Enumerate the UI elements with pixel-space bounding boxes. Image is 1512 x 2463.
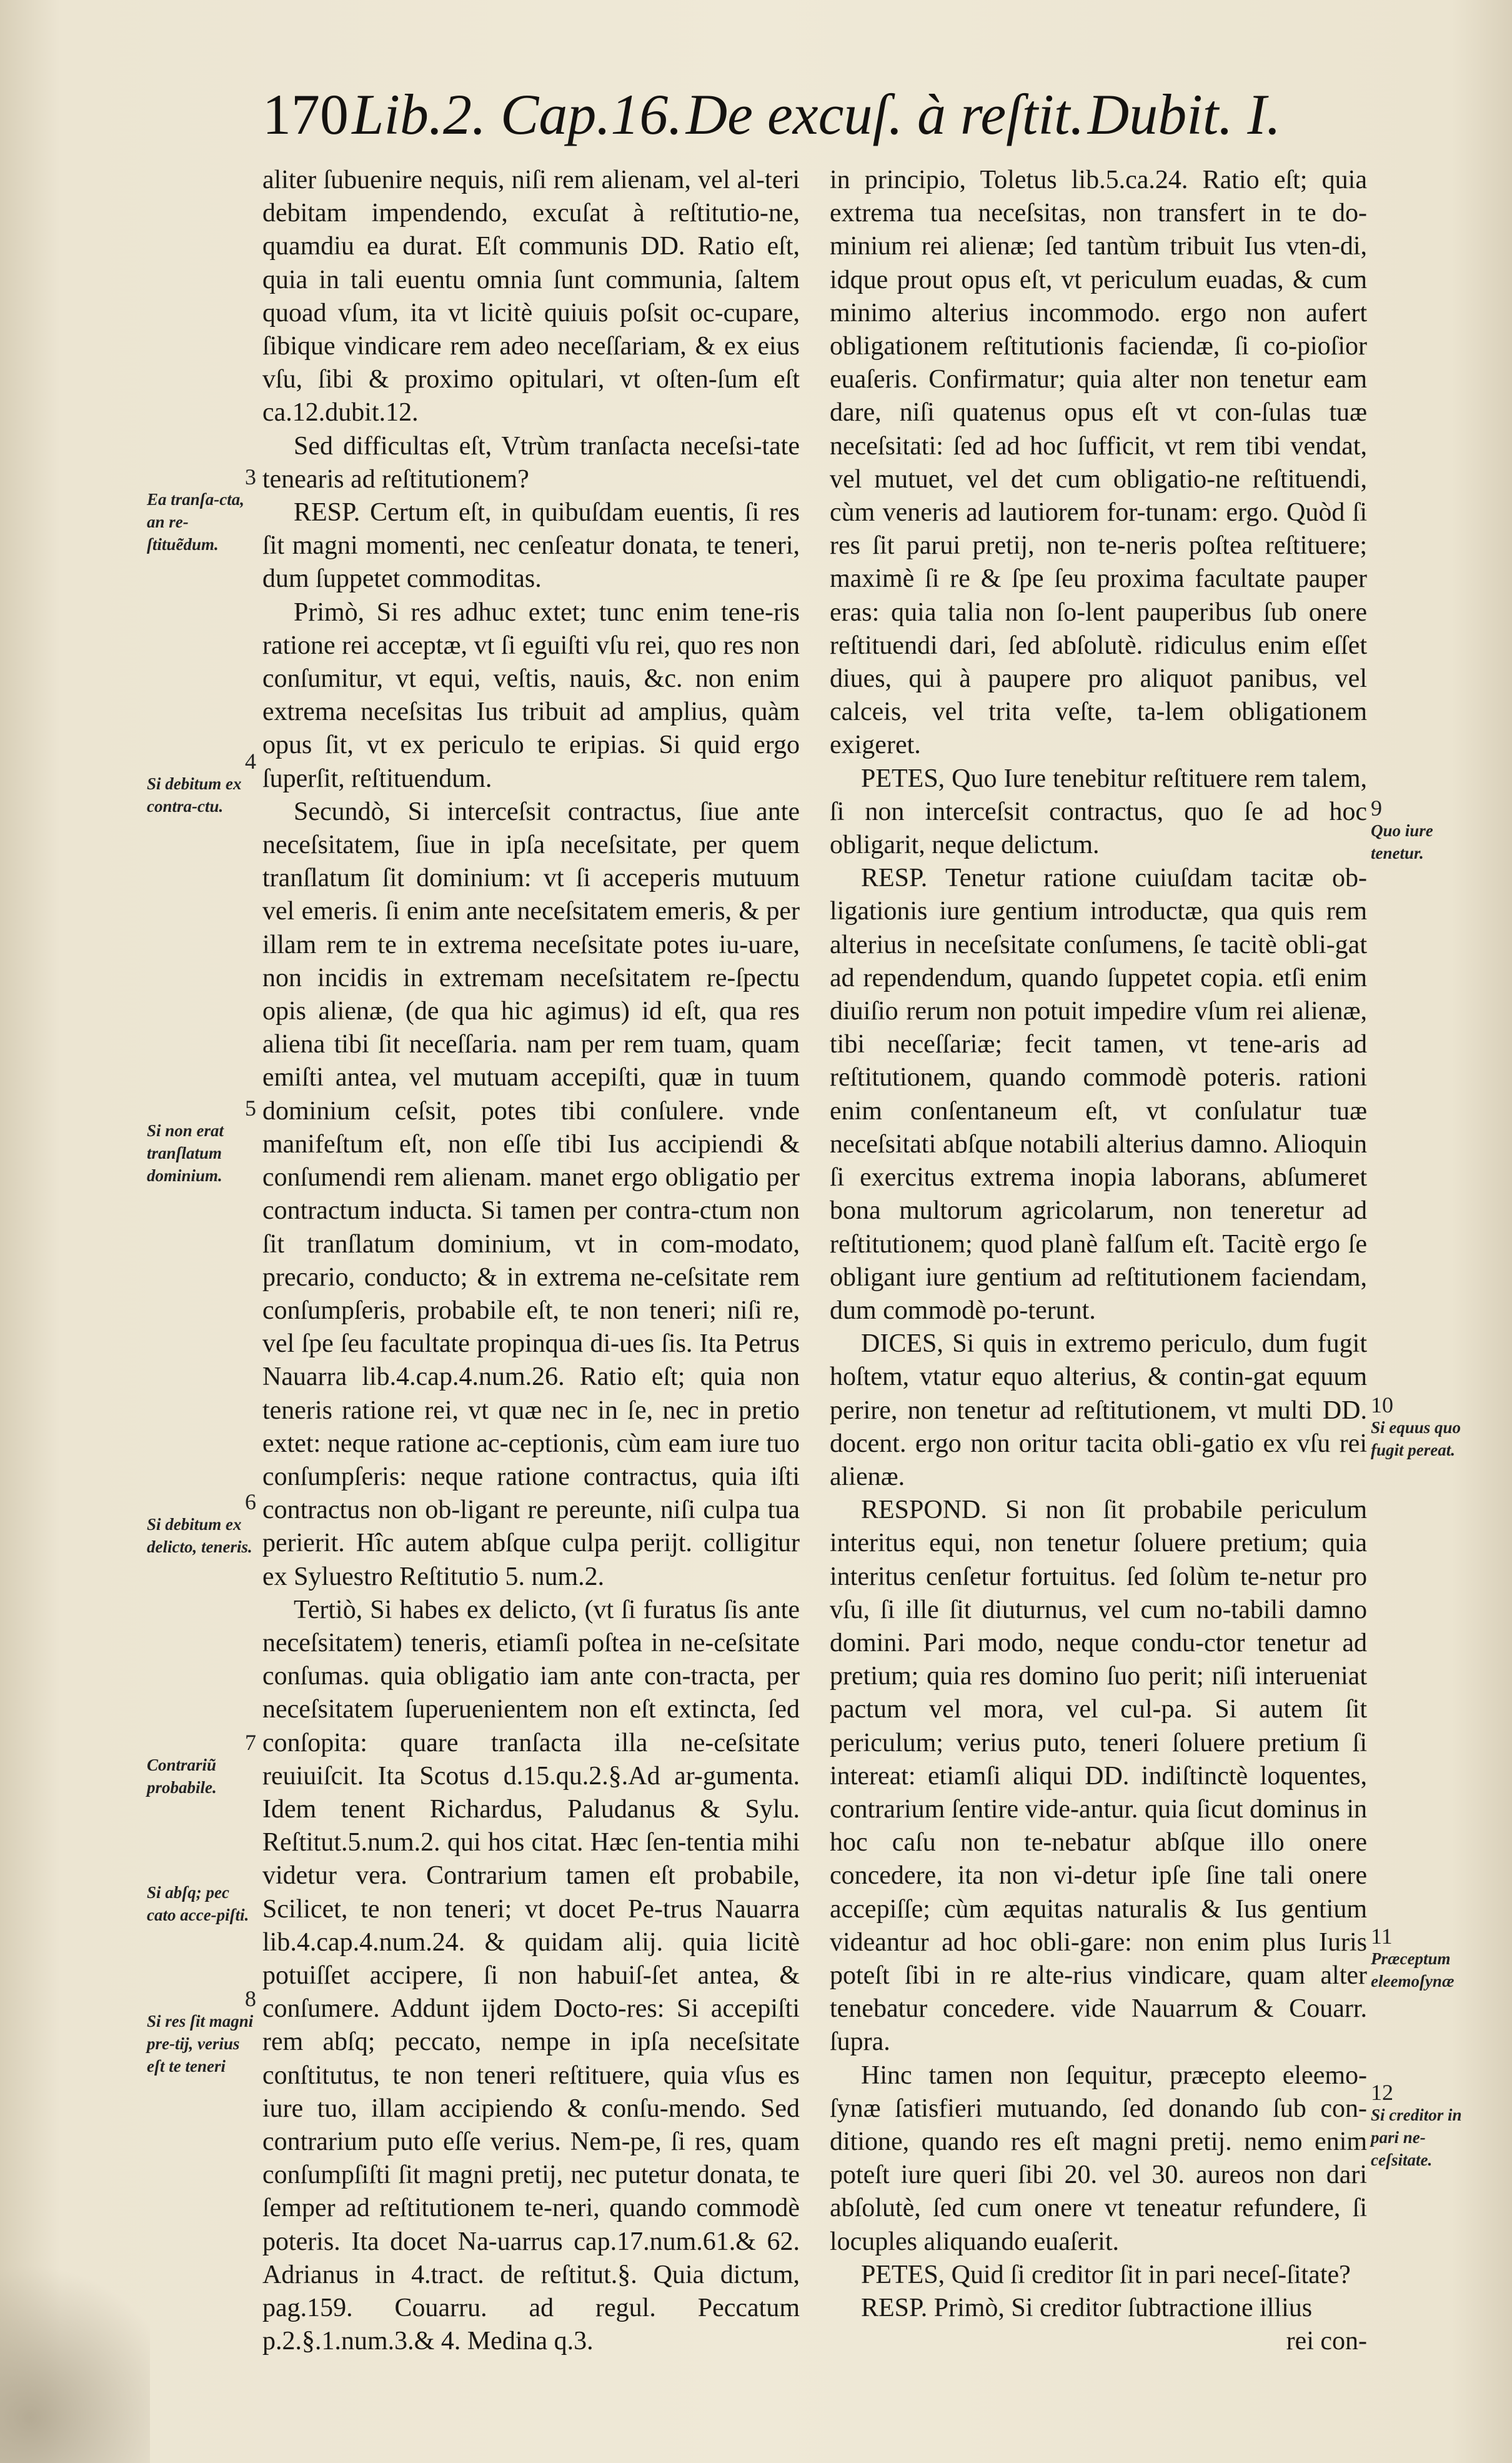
paragraph: Hinc tamen non ſequitur, præcepto eleemo-ſynæ ſatisfieri mutuando, ſed donando ſub con-ditione, quando res eſt magni pretij. nemo enim poteſt iure queri ſibi 20. vel 30. aureos non dari abſolutè, ſed cum onere vt teneatur refundere, ſi locuples aliquando euaſerit. (830, 2061, 1367, 2256)
margin-note (1371, 2081, 1480, 2171)
margin-note-text: Si res ſit magni pre-tij, verius eſt te teneri (147, 2012, 254, 2076)
left-text-column (262, 164, 800, 2358)
paragraph: PETES, Quid ſi creditor ſit in pari neceſ-ſitate? (861, 2260, 1351, 2289)
paragraph: DICES, Si quis in extremo periculo, dum fugit hoſtem, vtatur equo alterius, & contin-gat equum perire, non tenetur ad reſtitutionem, vt multi DD. docent. ergo non oritur tacita obli-gatio ex vſu rei alienæ. (830, 1329, 1367, 1491)
margin-note-number: 7 (245, 1730, 256, 1755)
paper-stain (0, 2237, 150, 2463)
margin-note-text: Præceptum eleemoſynæ (1371, 1949, 1455, 1991)
paragraph: Secundò, Si interceſsit contractus, ſiue ante neceſsitatem, ſiue in ipſa neceſsitate, per quem tranſlatum ſit dominium: vt ſi acceperis mutuum vel emeris. ſi enim ante neceſsitatem emeris, & per illam rem te in extrema neceſsitate potes iu-uare, non incidis in extremam neceſsitatem re-ſpectu opis alienæ, (de qua hic agimus) id eſt, qua res aliena tibi ſit neceſſaria. nam per rem tuam, quam emiſti antea, vel mutuam accepiſti, quæ in tuum dominium ceſsit, potes tibi conſulere. vnde manifeſtum eſt, non eſſe tibi Ius accipiendi & conſumendi rem alienam. manet ergo obligatio per contractum inducta. Si tamen per contra-ctum non ſit tranſlatum dominium, vt in com-modato, precario, conducto; & in extrema ne-ceſsitate rem conſumpſeris, probabile eſt, te non teneri; niſi re, vel ſpe ſeu facultate propinqua di-ues ſis. Ita Petrus Nauarra lib.4.cap.4.num.26. Ratio eſt; quia non teneris ratione rei, vt quæ nec in ſe, nec in pretio extet: neque ratione ac-ceptionis, cùm eam iure tuo conſumpſeris: neque ratione contractus, quia iſti contractus non ob-ligant re pereunte, niſi culpa tua perierit. Hîc autem abſque culpa perijt. colligitur ex Syluestro Reſtitutio 5. num.2. (262, 797, 800, 1591)
margin-note (147, 1731, 256, 1799)
margin-note (1371, 797, 1480, 864)
margin-note-number: 12 (1371, 2080, 1393, 2105)
paragraph: RESP. Primò, Si creditor ſubtractione illius (861, 2294, 1313, 2322)
margin-note-number: 8 (245, 1986, 256, 2011)
catchword: rei con- (1286, 2327, 1367, 2356)
right-text-column (830, 164, 1367, 2358)
margin-note-text: Contrariũ probabile. (147, 1756, 217, 1797)
paragraph: PETES, Quo Iure tenebitur reſtituere rem talem, ſi non interceſsit contractus, quo ſe ad hoc obligarit, neque delictum. (830, 764, 1367, 860)
paragraph: aliter ſubuenire nequis, niſi rem alienam, vel al-teri debitam impendendo, excuſat à reſtitutio-ne, quamdiu ea durat. Eſt communis DD. Ratio eſt, quia in tali euentu omnia ſunt communia, ſaltem quoad vſum, ita vt licitè quiuis poſsit oc-cupare, ſibique vindicare rem adeo neceſſariam, & ex eius vſu, ſibi & proximo opitulari, vt oſten-ſum eſt ca.12.dubit.12. (262, 166, 800, 427)
margin-note (147, 466, 256, 556)
margin-note-number: 5 (245, 1096, 256, 1121)
paragraph: RESPOND. Si non ſit probabile periculum interitus equi, non tenetur ſoluere pretium; quia interitus cenſetur fortuitus. ſed ſolùm te-netur pro vſu, ſi ille ſit diuturnus, vel cum no-tabili damno domini. Pari modo, neque condu-ctor tenetur ad pretium; quia res domino ſuo perit; niſi interueniat pactum vel mora, vel cul-pa. Si autem ſit periculum; verius puto, teneri ſoluere pretium ſi intereat: etiamſi aliqui DD. indiſtinctè loquentes, contrarium ſentire vide-antur. quia ſicut dominus in hoc caſu non te-nebatur abſque illo onere concedere, ita non vi-detur ipſe ſine tali onere accepiſſe; cùm æquitas naturalis & Ius gentium videantur ad hoc obli-gare: non enim plus Iuris poteſt ſibi in re alte-rius vindicare, quam alter tenebatur concedere. vide Nauarrum & Couarr. ſupra. (830, 1496, 1367, 2057)
margin-note-number: 6 (245, 1489, 256, 1514)
margin-note-number: 9 (1371, 796, 1382, 821)
dubit-label: Dubit. I. (1087, 82, 1281, 146)
margin-note-text: Si creditor in pari ne-ceſsitate. (1371, 2106, 1462, 2169)
paragraph: Sed difficultas eſt, Vtrùm tranſacta neceſsi-tate tenearis ad reſtitutionem? (262, 431, 800, 494)
paragraph: Primò, Si res adhuc extet; tunc enim tene-ris ratione rei acceptæ, vt ſi eguiſti vſu rei, quo res non conſumitur, vt equi, veſtis, nauis, &c. non enim extrema neceſsitas Ius tribuit ad amplius, quàm opus ſit, vt ex periculo te eripias. Si quid ergo ſuperſit, reſtituendum. (262, 597, 800, 793)
margin-note (1371, 1925, 1480, 1992)
margin-note-number: 4 (245, 749, 256, 774)
margin-note (147, 1491, 256, 1558)
section-title: De excuſ. à reſtit. (685, 82, 1085, 146)
margin-note (1371, 1394, 1480, 1461)
running-title: Lib.2. Cap.16. (352, 82, 683, 146)
margin-note-text: Si debitum ex delicto, teneris. (147, 1515, 252, 1556)
margin-note-text: Si debitum ex contra-ctu. (147, 774, 242, 816)
paragraph: RESP. Certum eſt, in quibuſdam euentis, ſi res ſit magni momenti, nec cenſeatur donata, te teneri, dum ſuppetet commoditas. (262, 498, 800, 594)
margin-note (147, 1097, 256, 1187)
margin-note (147, 750, 256, 817)
margin-note (147, 1881, 256, 1926)
margin-note (147, 1987, 256, 2077)
folio-number: 170 (262, 82, 349, 146)
paragraph: Tertiò, Si habes ex delicto, (vt ſi furatus ſis ante neceſsitatem) teneris, etiamſi poſtea in ne-ceſsitate conſumas. quia obligatio iam ante con-tracta, per neceſsitatem ſuperuenientem non eſt extincta, ſed conſopita: quare tranſacta illa ne-ceſsitate reuiuiſcit. Ita Scotus d.15.qu.2.§.Ad ar-gumenta. Idem tenent Richardus, Paludanus & Sylu. Reſtitut.5.num.2. qui hos citat. Hæc ſen-tentia mihi videtur vera. Contrarium tamen eſt probabile, Scilicet, te non teneri; vt docet Pe-trus Nauarra lib.4.cap.4.num.24. & quidam alij. quia licitè potuiſſet accipere, ſi non habuiſ-ſet antea, & conſumere. Addunt ijdem Docto-res: Si accepiſti rem abſq; peccato, nempe in ipſa neceſsitate conſtitutus, te non teneri reſtituere, quia vſus es iure tuo, illam accipiendo & conſu-mendo. Sed contrarium puto eſſe verius. Nem-pe, ſi res, quam conſumpſiſti ſit magni pretij, nec putetur donata, te ſemper ad reſtitutionem te-neri, quando commodè poteris. Ita docet Na-uarrus cap.17.num.61.& 62. Adrianus in 4.tract. de reſtitut.§. Quia dictum, pag.159. Couarru. ad regul. Peccatum p.2.§.1.num.3.& 4. Medina q.3. (262, 1595, 800, 2356)
margin-note-text: Si non erat tranſlatum dominium. (147, 1121, 224, 1185)
margin-note-number: 3 (245, 464, 256, 489)
paragraph: in principio, Toletus lib.5.ca.24. Ratio eſt; quia extrema tua neceſsitas, non transfert in te do-minium rei alienæ; ſed tantùm tribuit Ius vten-di, idque prout opus eſt, vt periculum euadas, & cum minimo alterius incommodo. ergo non aufert obligationem reſtitutionis faciendæ, ſi co-pioſior euaſeris. Confirmatur; quia alter non tenetur eam dare, niſi quatenus opus eſt vt con-ſulas tuæ neceſsitati: ſed ad hoc ſufficit, vt rem tibi vendat, vel mutuet, vel det cum obligatio-ne reſtituendi, cùm veneris ad lautiorem for-tunam: ergo. Quòd ſi res ſit parui pretij, non te-neris poſtea reſtituere; maximè ſi re & ſpe ſeu proxima facultate pauper eras: quia talia non ſo-lent pauperibus ſub onere reſtituendi dari, ſed abſolutè. ridiculus enim eſſet diues, qui à paupere pro aliquot panibus, vel calceis, vel trita veſte, ta-lem obligationem exigeret. (830, 166, 1367, 760)
margin-note-number: 11 (1371, 1924, 1393, 1949)
margin-note-number: 10 (1371, 1392, 1393, 1417)
margin-note-text: Quo iure tenetur. (1371, 821, 1433, 862)
margin-note-text: Ea tranſa-cta, an re-ſtituẽdum. (147, 490, 245, 554)
running-header (262, 81, 1281, 156)
margin-note-text: Si equus quo fugit pereat. (1371, 1418, 1461, 1459)
paragraph: RESP. Tenetur ratione cuiuſdam tacitæ ob-ligationis iure gentium introductæ, qua quis rem alterius in neceſsitate conſumens, ſe tacitè obli-gat ad rependendum, quando ſuppetet copia. etſi enim diuiſio rerum non potuit impedire vſum rei alienæ, tibi neceſſariæ; fecit tamen, vt tene-aris ad reſtitutionem, quando commodè poteris. rationi enim conſentaneum eſt, vt conſulatur tuæ neceſsitati abſque notabili alterius damno. Alioquin ſi exercitus extrema inopia laborans, abſumeret bona multorum agricolarum, non teneretur ad reſtitutionem; quod planè falſum eſt. Tacitè ergo ſe obligant iure gentium ad reſtitutionem faciendam, dum commodè po-terunt. (830, 864, 1367, 1325)
margin-note-text: Si abſq; pec cato acce-piſti. (147, 1883, 249, 1924)
